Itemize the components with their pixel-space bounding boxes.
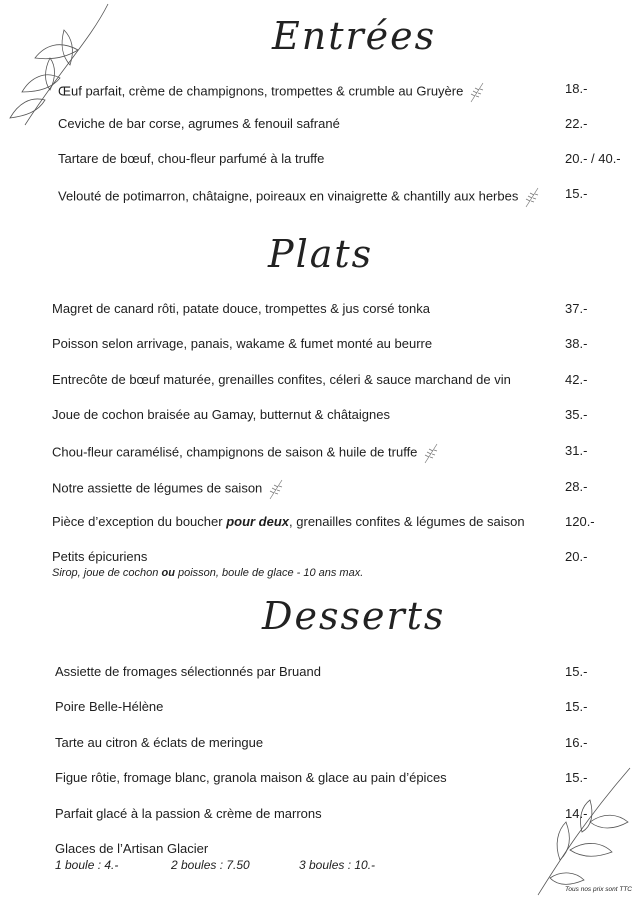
menu-item-label: Tarte au citron & éclats de meringue — [55, 735, 264, 750]
menu-item-price: 15.- — [565, 186, 588, 201]
menu-item-label: Magret de canard rôti, patate douce, trompettes & jus corsé tonka — [52, 301, 430, 316]
menu-item-price: 20.- — [565, 549, 588, 564]
menu-item-label: Pièce d’exception du boucher — [52, 514, 227, 529]
menu-item-price: 14.- — [565, 806, 588, 821]
glace-option: 3 boules : 10.- — [299, 858, 376, 872]
menu-item — [58, 116, 340, 132]
glace-option: 1 boule : 4.- — [55, 858, 119, 872]
menu-item-label: Poire Belle-Hélène — [55, 699, 164, 714]
leaf-sprig-icon — [423, 442, 439, 464]
menu-item-price: 16.- — [565, 735, 588, 750]
menu-item-label: , grenailles confites & légumes de saison — [289, 514, 525, 529]
leaf-sprig-icon — [469, 81, 485, 103]
menu-item-label: Entrecôte de bœuf maturée, grenailles confites, céleri & sauce marchand de vin — [52, 372, 511, 387]
section-title-entrees: Entrées — [272, 14, 437, 58]
menu-item-price: 20.- / 40.- — [565, 151, 621, 166]
menu-item-label: Chou-fleur caramélisé, champignons de saison & huile de truffe — [52, 444, 418, 460]
menu-item — [55, 699, 163, 715]
menu-item-label: Glaces de l’Artisan Glacier — [55, 841, 209, 856]
menu-item — [58, 151, 324, 167]
menu-item — [52, 372, 511, 388]
section-title-plats: Plats — [268, 232, 374, 276]
leaf-sprig-icon — [524, 186, 540, 208]
menu-item-price: 28.- — [565, 479, 588, 494]
menu-item-label: Poisson selon arrivage, panais, wakame & fumet monté au beurre — [52, 336, 433, 351]
menu-item-price: 42.- — [565, 372, 588, 387]
menu-item — [52, 301, 430, 317]
menu-item-price: 35.- — [565, 407, 588, 422]
menu-item — [55, 664, 321, 680]
menu-item — [52, 478, 284, 500]
menu-item — [55, 841, 208, 857]
menu-item-label: Joue de cochon braisée au Gamay, butternut & châtaignes — [52, 407, 390, 422]
menu-item-price: 15.- — [565, 770, 588, 785]
menu-item — [52, 442, 439, 464]
menu-item — [58, 186, 540, 208]
menu-item — [55, 806, 322, 822]
menu-item-price: 15.- — [565, 664, 588, 679]
emphasis-text: pour deux — [226, 514, 290, 529]
footer-note: Tous nos prix sont TTC — [565, 886, 632, 893]
menu-item — [55, 735, 263, 751]
menu-item-label: Figue rôtie, fromage blanc, granola maison & glace au pain d’épices — [55, 770, 447, 785]
menu-item-price: 18.- — [565, 81, 588, 96]
menu-item — [55, 770, 447, 786]
menu-item-price: 120.- — [565, 514, 595, 529]
menu-item-price: 38.- — [565, 336, 588, 351]
menu-item-label: Tartare de bœuf, chou-fleur parfumé à la truffe — [58, 151, 325, 166]
menu-item — [58, 81, 485, 103]
menu-item-price: 15.- — [565, 699, 588, 714]
glace-option: 2 boules : 7.50 — [171, 858, 250, 872]
menu-item — [52, 514, 525, 530]
menu-item-label: Assiette de fromages sélectionnés par Bruand — [55, 664, 321, 679]
menu-item-label: Velouté de potimarron, châtaigne, poireaux en vinaigrette & chantilly aux herbes — [58, 188, 519, 204]
emphasis-text: ou — [161, 567, 175, 579]
menu-item — [52, 549, 147, 565]
menu-item-label: Petits épicuriens — [52, 549, 148, 564]
menu-item-price: 22.- — [565, 116, 588, 131]
menu-item — [52, 407, 390, 423]
menu-item-label: Œuf parfait, crème de champignons, trompettes & crumble au Gruyère — [58, 83, 464, 99]
menu-item-description: Sirop, joue de cochon ou poisson, boule de glace - 10 ans max. — [52, 567, 364, 579]
menu-item-price: 31.- — [565, 443, 588, 458]
menu-item-label: Parfait glacé à la passion & crème de marrons — [55, 806, 322, 821]
menu-item-label: Notre assiette de légumes de saison — [52, 480, 263, 496]
leaf-sprig-icon — [268, 478, 284, 500]
menu-item-price: 37.- — [565, 301, 588, 316]
section-title-desserts: Desserts — [262, 594, 446, 638]
menu-item-label: Ceviche de bar corse, agrumes & fenouil safrané — [58, 116, 340, 131]
menu-item — [52, 336, 432, 352]
